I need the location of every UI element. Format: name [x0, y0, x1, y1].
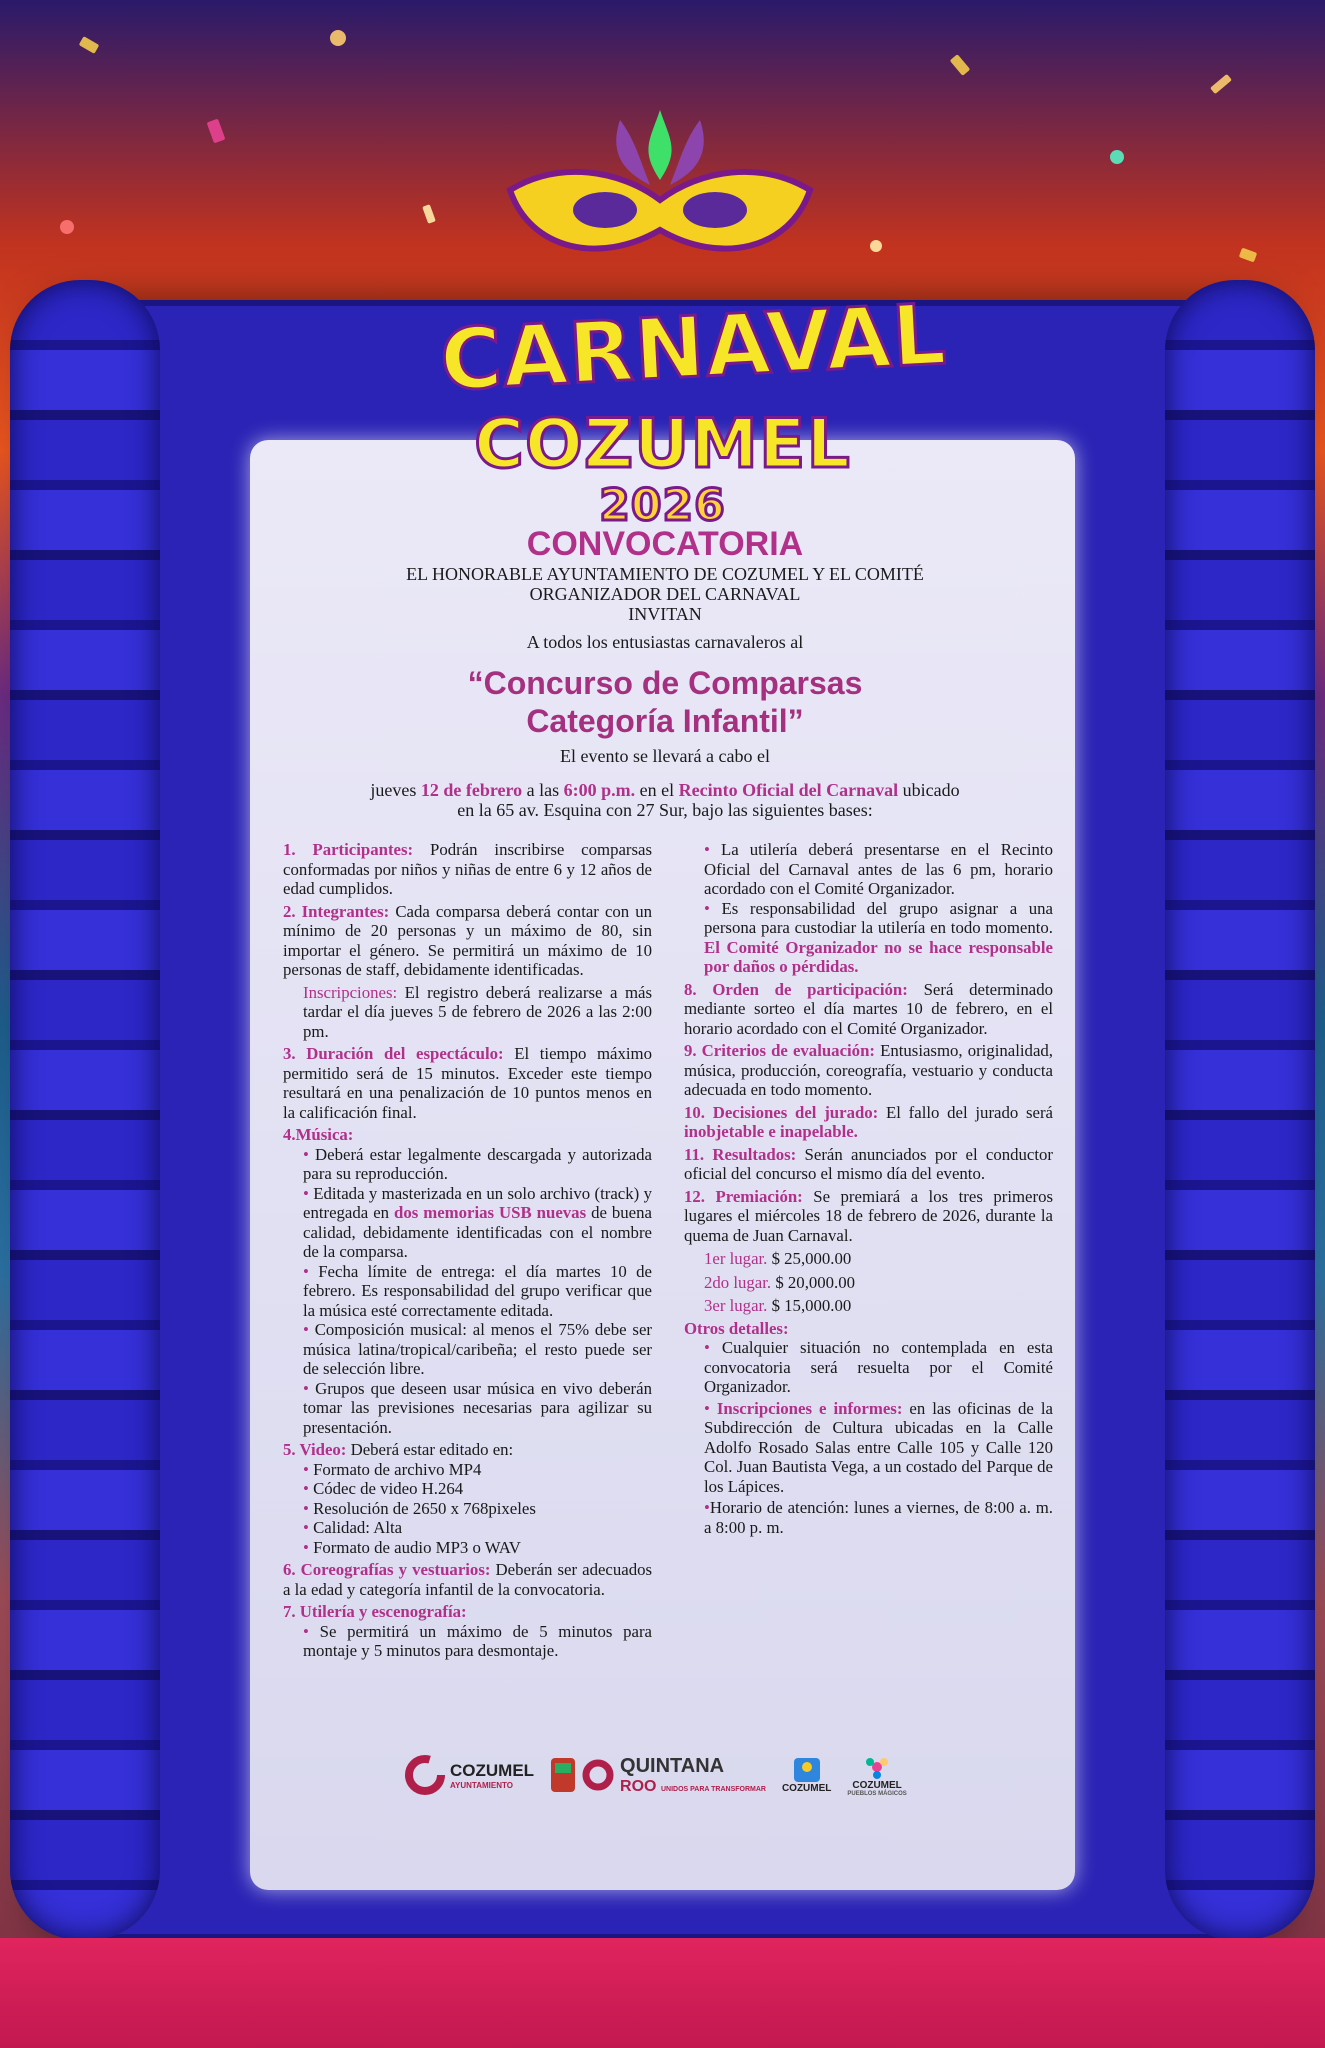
quintana-roo-logo [550, 1755, 766, 1796]
otros-heading-text: Otros detalles: [684, 1318, 789, 1338]
cozumel-logo-sub: AYUNTAMIENTO [450, 1780, 513, 1790]
inscripciones-heading: Inscripciones: [303, 982, 398, 1002]
rule-7-heading-text: 7. Utilería y escenografía: [283, 1602, 467, 1621]
left-scroll-ornament [10, 280, 160, 1940]
left-column [283, 840, 652, 1664]
props-item-1-text: Se permitirá un máximo de 5 minutos para montaje y 5 minutos para desmontaje. [303, 1621, 652, 1660]
music-item-2a: Editada y masterizada en un solo archivo (track) y entregada en [303, 1183, 652, 1222]
rule-10-emphasis: inobjetable e inapelable. [684, 1122, 858, 1141]
roo-sub-text: UNIDOS PARA TRANSFORMAR [660, 1785, 766, 1793]
pueblos-magicos-logo [847, 1754, 906, 1797]
rule-9 [684, 1041, 1053, 1100]
rule-5 [283, 1440, 652, 1460]
event-intro: El evento se llevará a cabo el [560, 746, 770, 766]
video-item-3-text: Resolución de 2650 x 768pixeles [308, 1498, 536, 1518]
rule-11-text: Serán anunciados por el conductor oficial del concurso el mismo día del evento. [684, 1144, 1053, 1183]
music-item-2c: de buena calidad, debidamente identificadas con el nombre de la comparsa. [303, 1203, 652, 1261]
props-item-3b: El Comité Organizador no se hace responsable por daños o pérdidas. [704, 937, 1053, 976]
organizers-line1: EL HONORABLE AYUNTAMIENTO DE COZUMEL Y EL COMITÉ [406, 564, 924, 584]
rule-8 [684, 980, 1053, 1039]
rule-10 [684, 1103, 1053, 1142]
rule-12-heading: 12. Premiación: [684, 1186, 803, 1206]
rule-11 [684, 1145, 1053, 1184]
video-item-3: • Resolución de 2650 x 768pixeles [303, 1498, 536, 1518]
video-item-1-text: Formato de archivo MP4 [308, 1459, 482, 1479]
contest-title-line1: “Concurso de Comparsas [467, 665, 863, 701]
event-date: 12 de febrero [420, 780, 523, 800]
logo-line2: COZUMEL [474, 405, 851, 484]
organizers-line3: INVITAN [628, 604, 702, 624]
contest-title-line2: Categoría Infantil” [526, 703, 804, 739]
roo-text: ROO [620, 1777, 657, 1795]
sponsor-logos [405, 1745, 925, 1805]
cozumel-ayuntamiento-logo [405, 1755, 534, 1795]
rule-2-text: Cada comparsa deberá contar con un mínimo de 20 personas y un máximo de 80, sin importar el género. Se permitirá un máximo de 10 personas de staff, debidamente identificadas. [283, 901, 652, 979]
carnaval-logo [437, 50, 949, 531]
logo-line1: CARNAVAL [437, 285, 949, 410]
rule-7-heading [283, 1602, 652, 1622]
music-item-4-text: Composición musical: al menos el 75% debe ser música latina/tropical/caribeña; el resto puede ser de selección libre. [303, 1320, 652, 1378]
rule-6-text: Deberán ser adecuados a la edad y categoría infantil de la convocatoria. [283, 1560, 653, 1599]
rule-10-heading: 10. Decisiones del jurado: [684, 1102, 879, 1122]
rule-12-text: Se premiará a los tres primeros lugares el miércoles 18 de febrero de 2026, durante la quema de Juan Carnaval. [684, 1186, 1053, 1245]
otros-item-1: • Cualquier situación no contemplada en esta convocatoria será resuelta por el Comité Organizador. [704, 1338, 1053, 1396]
otros-heading [684, 1319, 1053, 1339]
rule-10-text: El fallo del jurado será [878, 1102, 1054, 1122]
prize-1-place: 1er lugar. [704, 1249, 768, 1268]
event-venue: Recinto Oficial del Carnaval [678, 780, 899, 800]
prize-1-amount: $ 25,000.00 [767, 1249, 852, 1268]
bottom-band [0, 1938, 1325, 2048]
rule-5-heading: 5. Video: [283, 1440, 347, 1459]
cozumel2-text: COZUMEL [781, 1782, 832, 1794]
music-item-5: • Grupos que deseen usar música en vivo deberán tomar las previsiones necesarias para agilizar su presentación. [303, 1378, 652, 1437]
prize-3-amount: $ 15,000.00 [767, 1296, 852, 1315]
logo-year: 2026 [599, 480, 726, 531]
rule-4-heading-text: 4.Música: [283, 1125, 354, 1144]
rules-columns [283, 840, 1053, 1664]
event-time: 6:00 p.m. [563, 780, 636, 800]
music-item-5-text: Grupos que deseen usar música en vivo deberán tomar las previsiones necesarias para agilizar su presentación. [303, 1378, 652, 1437]
intro-text: A todos los entusiastas carnavaleros al [526, 632, 804, 652]
props-item-2: • La utilería deberá presentarse en el Recinto Oficial del Carnaval antes de las 6 pm, horario acordado con el Comité Organizador. [704, 840, 1053, 898]
props-item-3: • Es responsabilidad del grupo asignar a una persona para custodiar la utilería en todo momento. El Comité Organizador no se hace responsable por daños o pérdidas. [704, 898, 1053, 976]
rule-1-text: Podrán inscribirse comparsas conformadas por niños y niñas de entre 6 y 12 años de edad cumplidos. [283, 840, 652, 898]
video-item-2: • Códec de video H.264 [303, 1479, 464, 1498]
event-details [280, 780, 1050, 800]
cozumel-c-icon [405, 1755, 445, 1795]
prize-3 [684, 1296, 1053, 1316]
pinwheel-icon [864, 1754, 890, 1780]
music-item-1-text: Deberá estar legalmente descargada y autorizada para su reproducción. [303, 1144, 652, 1183]
right-column [684, 840, 1053, 1664]
otros-item-3-text: Horario de atención: lunes a viernes, de 8:00 a. m. a 8:00 p. m. [704, 1498, 1053, 1537]
inscripciones-text: El registro deberá realizarse a más tardar el día jueves 5 de febrero de 2026 a las 2:00 pm. [303, 982, 652, 1041]
props-item-1: • Se permitirá un máximo de 5 minutos para montaje y 5 minutos para desmontaje. [303, 1621, 652, 1660]
event-location: en la 65 av. Esquina con 27 Sur, bajo las siguientes bases: [457, 800, 873, 820]
video-item-4: • Calidad: Alta [303, 1518, 403, 1537]
rule-9-heading: 9. Criterios de evaluación: [684, 1041, 875, 1060]
music-item-2b: dos memorias USB nuevas [394, 1203, 587, 1222]
right-scroll-ornament [1165, 280, 1315, 1940]
quintana-q-icon [581, 1758, 615, 1792]
rule-3 [283, 1044, 652, 1122]
event-post: ubicado [898, 780, 960, 800]
prize-2-amount: $ 20,000.00 [771, 1272, 856, 1292]
rule-12 [684, 1187, 1053, 1246]
event-mid2: en el [635, 780, 679, 800]
quintana-text: QUINTANA [620, 1754, 725, 1777]
event-mid: a las [522, 780, 564, 800]
rule-8-text: Será determinado mediante sorteo el día martes 10 de febrero, en el horario acordado con el Comité Organizador. [684, 979, 1053, 1038]
cozumel3-text: COZUMEL [852, 1779, 902, 1791]
music-item-3: • Fecha límite de entrega: el día martes 10 de febrero. Es responsabilidad del grupo verificar que la música esté correctamente editada. [303, 1261, 652, 1320]
state-shield-icon [550, 1757, 576, 1793]
music-item-4: • Composición musical: al menos el 75% debe ser música latina/tropical/caribeña; el resto puede ser de selección libre. [303, 1320, 652, 1378]
prize-2-place: 2do lugar. [704, 1272, 772, 1292]
music-item-2: • Editada y masterizada en un solo archivo (track) y entregada en dos memorias USB nuevas de buena calidad, debidamente identificadas con el nombre de la comparsa. [303, 1183, 652, 1261]
video-item-2-text: Códec de video H.264 [308, 1479, 464, 1498]
rule-1-heading: 1. Participantes: [283, 840, 414, 859]
carnival-mask-icon [500, 110, 820, 270]
video-item-1: • Formato de archivo MP4 [303, 1459, 482, 1479]
prize-3-place: 3er lugar. [704, 1296, 768, 1315]
organizers-line2: ORGANIZADOR DEL CARNAVAL [529, 584, 801, 604]
prize-1 [684, 1249, 1053, 1269]
otros-item-2-heading: Inscripciones e informes: [709, 1398, 903, 1418]
otros-item-2: • Inscripciones e informes: en las oficinas de la Subdirección de Cultura ubicadas en la Calle Adolfo Rosado Salas entre Calle 105 y Calle 120 Col. Juan Bautista Vega, a un costado del Parque de los Lápices. [704, 1398, 1053, 1496]
cozumel-logo-text: COZUMEL [450, 1760, 535, 1780]
page-title: CONVOCATORIA [526, 525, 804, 563]
rule-8-heading: 8. Orden de participación: [684, 979, 908, 999]
rule-1 [283, 840, 652, 899]
rule-3-heading: 3. Duración del espectáculo: [283, 1044, 504, 1063]
video-item-5-text: Formato de audio MP3 o WAV [308, 1537, 521, 1557]
event-pre: jueves [370, 780, 421, 800]
rule-11-heading: 11. Resultados: [684, 1144, 797, 1164]
video-item-4-text: Calidad: Alta [308, 1518, 403, 1537]
music-item-1: • Deberá estar legalmente descargada y autorizada para su reproducción. [303, 1144, 652, 1183]
music-item-3-text: Fecha límite de entrega: el día martes 10 de febrero. Es responsabilidad del grupo verificar que la música esté correctamente editada. [303, 1261, 652, 1320]
rule-2-heading: 2. Integrantes: [283, 901, 390, 921]
rule-6-heading: 6. Coreografías y vestuarios: [283, 1560, 491, 1579]
island-shield-icon [793, 1757, 821, 1783]
rule-2 [283, 902, 652, 980]
rule-3-text: El tiempo máximo permitido será de 15 minutos. Exceder este tiempo resultará en una penalización de 10 puntos menos en la calificación final. [283, 1044, 652, 1122]
rule-9-text: Entusiasmo, originalidad, música, producción, coreografía, vestuario y conducta adecuada en todo momento. [684, 1041, 1053, 1099]
header-block [280, 525, 1050, 820]
props-item-3a: Es responsabilidad del grupo asignar a una persona para custodiar la utilería en todo momento. [704, 898, 1053, 937]
cozumel-municipal-logo [782, 1757, 831, 1794]
props-item-2-text: La utilería deberá presentarse en el Recinto Oficial del Carnaval antes de las 6 pm, horario acordado con el Comité Organizador. [704, 840, 1053, 898]
video-item-5: • Formato de audio MP3 o WAV [303, 1537, 521, 1557]
inscripciones [283, 983, 652, 1042]
rule-4-heading [283, 1125, 652, 1145]
prize-2 [684, 1273, 1053, 1293]
otros-item-3: •Horario de atención: lunes a viernes, de 8:00 a. m. a 8:00 p. m. [704, 1498, 1053, 1537]
otros-item-1-text: Cualquier situación no contemplada en esta convocatoria será resuelta por el Comité Organizador. [704, 1338, 1053, 1396]
rule-5-text: Deberá estar editado en: [346, 1440, 514, 1459]
pueblos-text: PUEBLOS MÁGICOS [847, 1790, 907, 1797]
otros-item-2-text: en las oficinas de la Subdirección de Cultura ubicadas en la Calle Adolfo Rosado Salas entre Calle 105 y Calle 120 Col. Juan Bautista Vega, a un costado del Parque de los Lápices. [704, 1398, 1053, 1496]
contest-title [280, 664, 1050, 740]
rule-6 [283, 1560, 652, 1599]
